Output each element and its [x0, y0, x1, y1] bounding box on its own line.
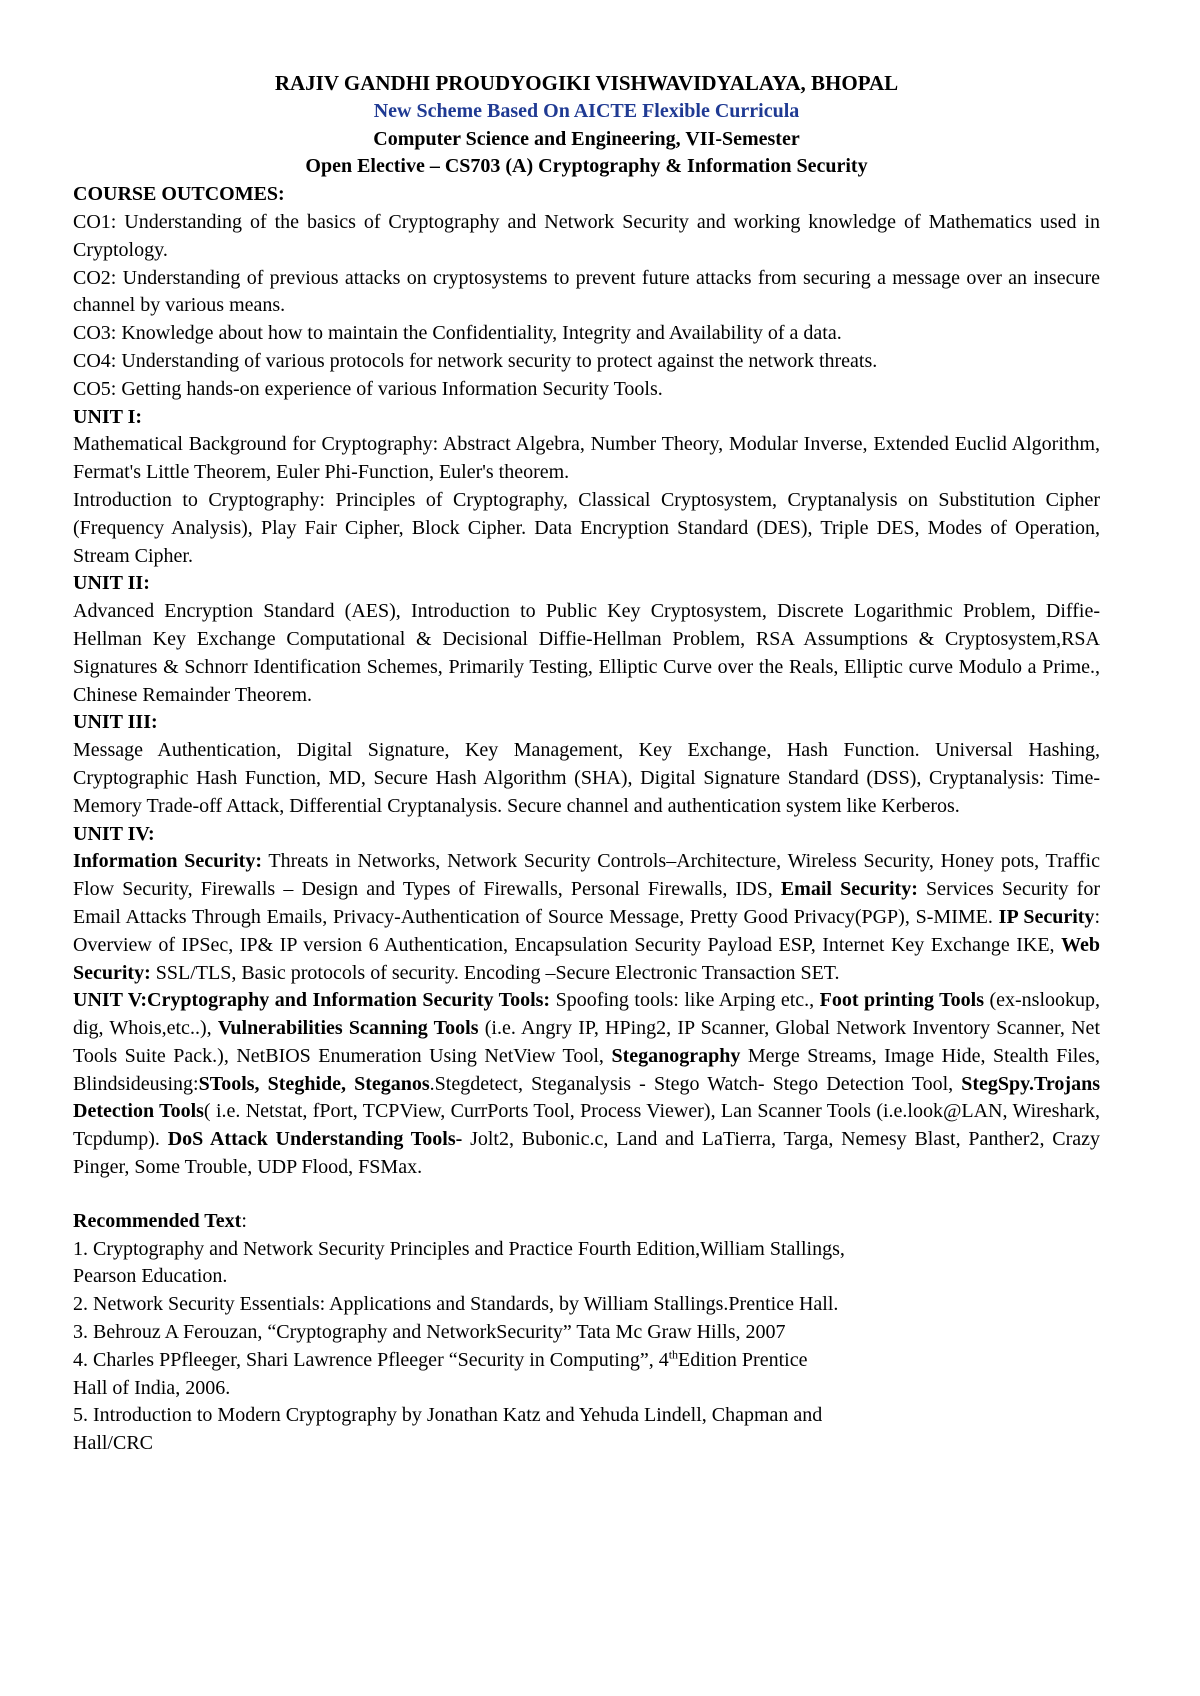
unit5-text: Spoofing tools: like Arping etc.,	[550, 989, 820, 1012]
texts-heading-line	[73, 1208, 1100, 1236]
unit5-bold: STools, Steghide, Steganos	[198, 1072, 430, 1095]
reference-text: Edition Prentice	[678, 1348, 808, 1371]
texts-heading: Recommended Text	[73, 1209, 242, 1232]
syllabus-page	[73, 70, 1100, 1458]
outcome-item: CO3: Knowledge about how to maintain the Confidentiality, Integrity and Availability of a data.	[73, 322, 842, 345]
university-title: RAJIV GANDHI PROUDYOGIKI VISHWAVIDYALAYA, BHOPAL	[274, 71, 899, 95]
unit2-heading: UNIT II:	[73, 572, 150, 595]
unit5-bold: DoS Attack Understanding Tools-	[167, 1128, 463, 1151]
reference-item: Hall/CRC	[73, 1432, 154, 1455]
unit1-paragraph: Mathematical Background for Cryptography: Abstract Algebra, Number Theory, Modular Inverse, Extended Euclid Algorithm, Fermat's Little Theorem, Euler Phi-Function, Euler's theorem.	[73, 433, 1100, 484]
unit5-paragraph	[73, 987, 1100, 1182]
scheme-title: New Scheme Based On AICTE Flexible Curricula	[373, 99, 800, 122]
reference-item: 1. Cryptography and Network Security Principles and Practice Fourth Edition,William Stallings,	[73, 1237, 845, 1260]
reference-text: 4. Charles PPfleeger, Shari Lawrence Pfleeger “Security in Computing”, 4	[73, 1348, 669, 1371]
unit1-paragraph: Introduction to Cryptography: Principles of Cryptography, Classical Cryptosystem, Cryptanalysis on Substitution Cipher (Frequency Analysis), Play Fair Cipher, Block Cipher. Data Encryption Standard (DES), Triple DES, Modes of Operation, Stream Cipher.	[73, 488, 1100, 567]
unit3-heading: UNIT III:	[73, 711, 158, 734]
unit5-bold: Steganography	[611, 1044, 741, 1067]
unit5-text: Jolt2, Bubonic.c, Land and LaTierra, Targa, Nemesy Blast, Panther2, Crazy Pinger, Some Trouble, UDP Flood, FSMax.	[73, 1128, 1101, 1179]
unit4-bold: Information Security:	[73, 850, 262, 873]
unit5-text: (ex-nslookup, dig, Whois,etc..),	[73, 989, 1100, 1040]
unit4-text: Services Security for Email Attacks Through Emails, Privacy-Authentication of Source Message, Pretty Good Privacy(PGP), S-MIME.	[73, 878, 1100, 928]
unit5-bold: UNIT V:Cryptography and Information Security Tools:	[73, 989, 551, 1012]
texts-heading-colon: :	[241, 1209, 247, 1232]
unit4-paragraph	[73, 848, 1100, 987]
unit4-bold: Web Security:	[73, 933, 1100, 984]
outcome-item: CO2: Understanding of previous attacks on cryptosystems to prevent future attacks from securing a message over an insecure channel by various means.	[73, 266, 1100, 317]
program-title: Computer Science and Engineering, VII-Semester	[373, 127, 800, 150]
outcome-item: CO5: Getting hands-on experience of various Information Security Tools.	[73, 377, 663, 400]
reference-superscript: th	[668, 1347, 679, 1362]
unit4-text: : Overview of IPSec, IP& IP version 6 Authentication, Encapsulation Security Payload ESP, Internet Key Exchange IKE,	[73, 905, 1100, 956]
unit4-bold: Email Security:	[780, 878, 918, 901]
unit4-heading: UNIT IV:	[73, 822, 155, 845]
outcomes-heading: COURSE OUTCOMES:	[73, 183, 285, 206]
unit5-bold: Vulnerabilities Scanning Tools	[217, 1017, 479, 1040]
unit2-paragraph: Advanced Encryption Standard (AES), Introduction to Public Key Cryptosystem, Discrete Logarithmic Problem, Diffie-Hellman Key Exchange Computational & Decisional Diffie-Hellman Problem, RSA Assumptions & Cryptosystem,RSA Signatures & Schnorr Identification Schemes, Primarily Testing, Elliptic Curve over the Reals, Elliptic curve Modulo a Prime., Chinese Remainder Theorem.	[73, 600, 1100, 706]
unit1-heading: UNIT I:	[73, 405, 143, 428]
unit5-text: Merge Streams, Image Hide, Stealth Files, Blindsideusing:	[73, 1044, 1100, 1095]
reference-item: Hall of India, 2006.	[73, 1376, 231, 1399]
reference-item	[73, 1347, 1100, 1375]
outcome-item: CO4: Understanding of various protocols for network security to protect against the network threats.	[73, 349, 878, 372]
spacer	[73, 1182, 1100, 1208]
outcome-item: CO1: Understanding of the basics of Cryptography and Network Security and working knowledge of Mathematics used in Cryptology.	[73, 210, 1100, 261]
reference-item: 2. Network Security Essentials: Applications and Standards, by William Stallings.Prentice Hall.	[73, 1293, 839, 1316]
unit5-bold: Foot printing Tools	[819, 989, 984, 1012]
unit4-text: Threats in Networks, Network Security Controls–Architecture, Wireless Security, Honey pots, Traffic Flow Security, Firewalls – Design and Types of Firewalls, Personal Firewalls, IDS,	[73, 850, 1100, 901]
unit3-paragraph: Message Authentication, Digital Signature, Key Management, Key Exchange, Hash Function. Universal Hashing, Cryptographic Hash Function, MD, Secure Hash Algorithm (SHA), Digital Signature Standard (DSS), Cryptanalysis: Time-Memory Trade-off Attack, Differential Cryptanalysis. Secure channel and authentication system like Kerberos.	[73, 739, 1100, 817]
reference-item: Pearson Education.	[73, 1265, 228, 1288]
unit5-bold: StegSpy.Trojans Detection Tools	[73, 1072, 1100, 1123]
reference-item: 3. Behrouz A Ferouzan, “Cryptography and NetworkSecurity” Tata Mc Graw Hills, 2007	[73, 1321, 786, 1344]
unit5-text: (i.e. Angry IP, HPing2, IP Scanner, Global Network Inventory Scanner, Net Tools Suite Pack.), NetBIOS Enumeration Using NetView Tool,	[73, 1017, 1100, 1067]
reference-item: 5. Introduction to Modern Cryptography by Jonathan Katz and Yehuda Lindell, Chapman and	[73, 1404, 823, 1427]
unit5-text: ( i.e. Netstat, fPort, TCPView, CurrPorts Tool, Process Viewer), Lan Scanner Tools (i.e.look@LAN, Wireshark, Tcpdump).	[73, 1100, 1100, 1151]
unit4-bold: IP Security	[998, 905, 1095, 928]
course-title: Open Elective – CS703 (A) Cryptography & Information Security	[305, 155, 868, 178]
unit4-text: SSL/TLS, Basic protocols of security. Encoding –Secure Electronic Transaction SET.	[150, 961, 840, 984]
unit5-text: .Stegdetect, Steganalysis - Stego Watch- Stego Detection Tool,	[429, 1072, 962, 1095]
